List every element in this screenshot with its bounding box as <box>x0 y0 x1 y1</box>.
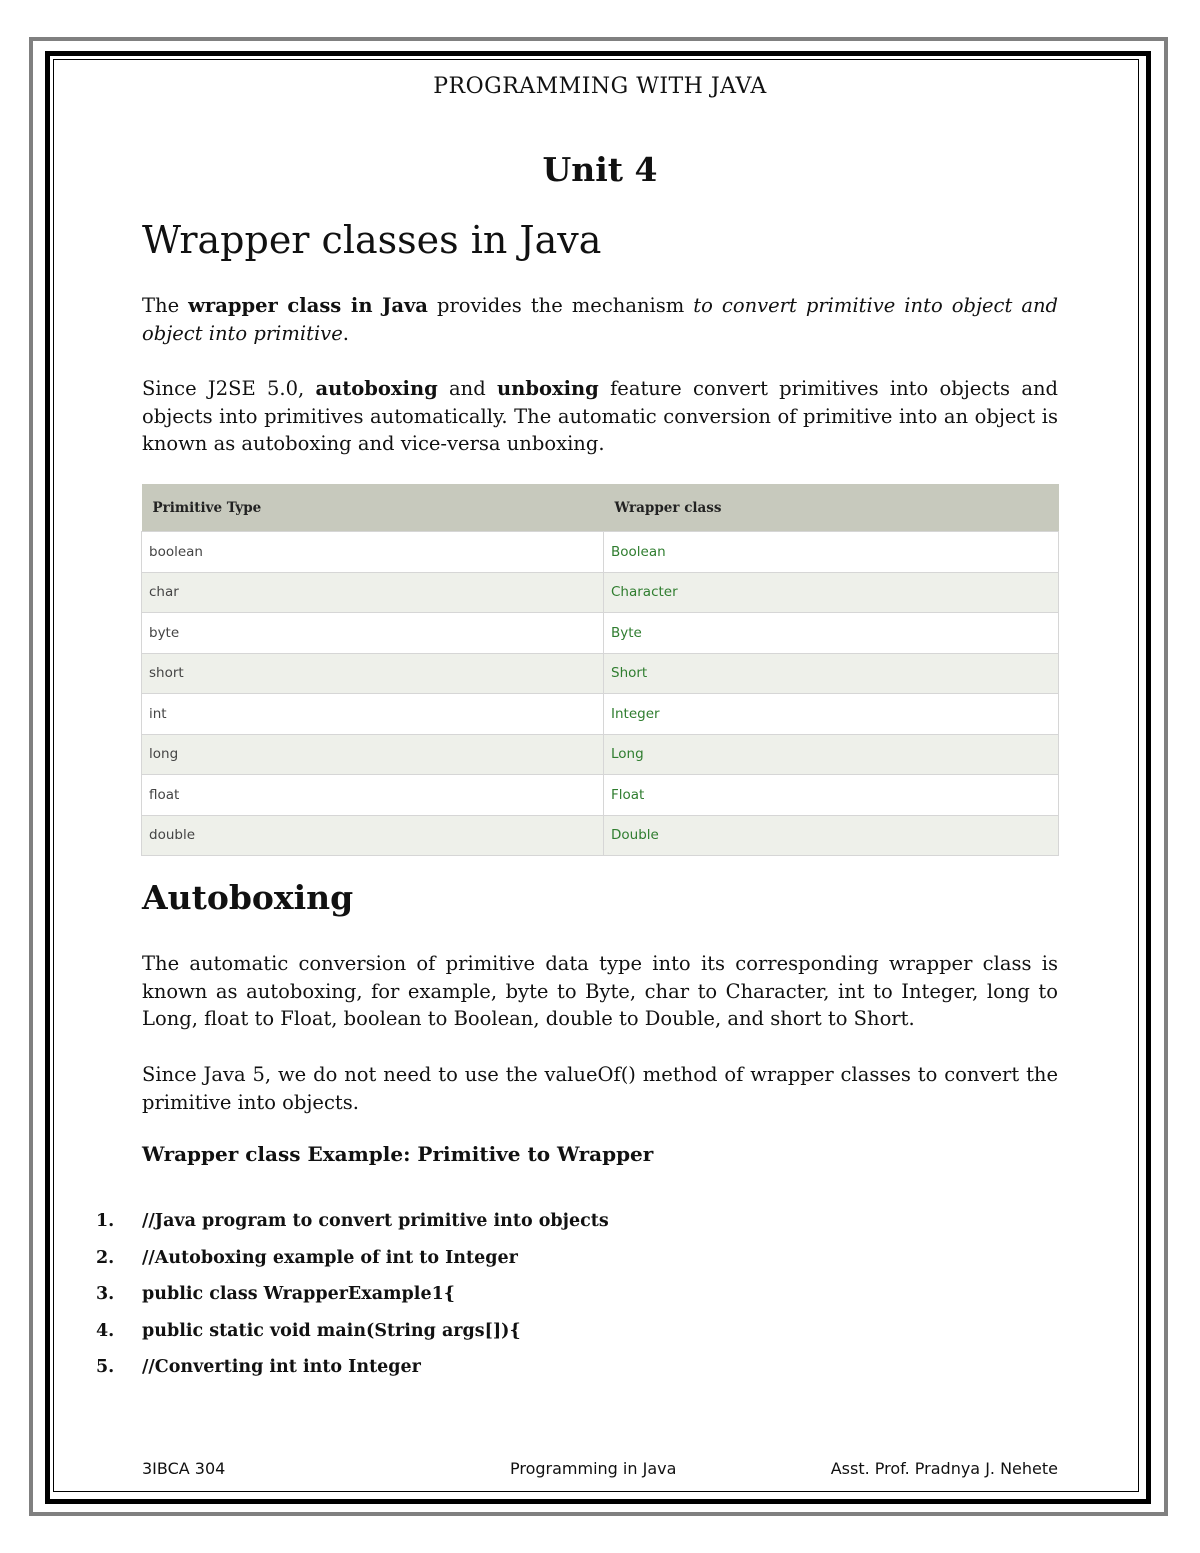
primitive-cell: float <box>142 775 604 816</box>
wrapper-table <box>141 484 1059 856</box>
intro-paragraph: The wrapper class in Java provides the mechanism to convert primitive into object and object into primitive. <box>142 294 1058 345</box>
wrapper-cell: Character <box>604 572 1059 613</box>
table-header-primitive: Primitive Type <box>142 484 604 532</box>
primitive-cell: int <box>142 694 604 735</box>
primitive-cell: byte <box>142 613 604 654</box>
primitive-cell: short <box>142 653 604 694</box>
code-line: 4. public static void main(String args[]){ <box>96 1320 521 1341</box>
table-row <box>142 815 1059 856</box>
table-row <box>142 653 1059 694</box>
code-line: 3. public class WrapperExample1{ <box>96 1284 456 1304</box>
code-line: 5. //Converting int into Integer <box>96 1357 421 1377</box>
unit-title: Unit 4 <box>542 150 658 189</box>
primitive-cell: long <box>142 734 604 775</box>
example-title: Wrapper class Example: Primitive to Wrapper <box>142 1142 654 1166</box>
primitive-cell: boolean <box>142 532 604 573</box>
table-header-row <box>142 484 1059 532</box>
wrapper-cell: Float <box>604 775 1059 816</box>
table-row <box>142 532 1059 573</box>
valueof-paragraph: Since Java 5, we do not need to use the valueOf() method of wrapper classes to convert the primitive into objects. <box>142 1063 1058 1114</box>
code-line: 1. //Java program to convert primitive into objects <box>96 1211 609 1231</box>
footer-subject: Programming in Java <box>510 1459 677 1478</box>
wrapper-cell: Short <box>604 653 1059 694</box>
section-heading-autoboxing: Autoboxing <box>142 878 354 917</box>
table-row <box>142 694 1059 735</box>
code-listing <box>96 1206 609 1389</box>
wrapper-cell: Long <box>604 734 1059 775</box>
wrapper-cell: Boolean <box>604 532 1059 573</box>
table-row <box>142 734 1059 775</box>
course-header: PROGRAMMING WITH JAVA <box>433 74 767 99</box>
autoboxing-intro-paragraph: Since J2SE 5.0, autoboxing and unboxing feature convert primitives into objects and objects into primitives automatically. The automatic conversion of primitive into an object is known as autoboxing and vice-versa unboxing. <box>142 377 1058 455</box>
footer-author: Asst. Prof. Pradnya J. Nehete <box>830 1459 1058 1478</box>
wrapper-cell: Integer <box>604 694 1059 735</box>
table-row <box>142 572 1059 613</box>
wrapper-cell: Byte <box>604 613 1059 654</box>
primitive-cell: char <box>142 572 604 613</box>
table-row <box>142 613 1059 654</box>
table-header-wrapper: Wrapper class <box>604 484 1059 532</box>
code-line: 2. //Autoboxing example of int to Integer <box>96 1247 518 1268</box>
wrapper-cell: Double <box>604 815 1059 856</box>
autoboxing-paragraph: The automatic conversion of primitive data type into its corresponding wrapper class is known as autoboxing, for example, byte to Byte, char to Character, int to Integer, long to Long, float to Float, boolean to Boolean, double to Double, and short to Short. <box>142 952 1058 1030</box>
primitive-cell: double <box>142 815 604 856</box>
footer-course-code: 3IBCA 304 <box>142 1459 226 1478</box>
section-heading-wrapper-classes: Wrapper classes in Java <box>142 218 602 262</box>
table-row <box>142 775 1059 816</box>
